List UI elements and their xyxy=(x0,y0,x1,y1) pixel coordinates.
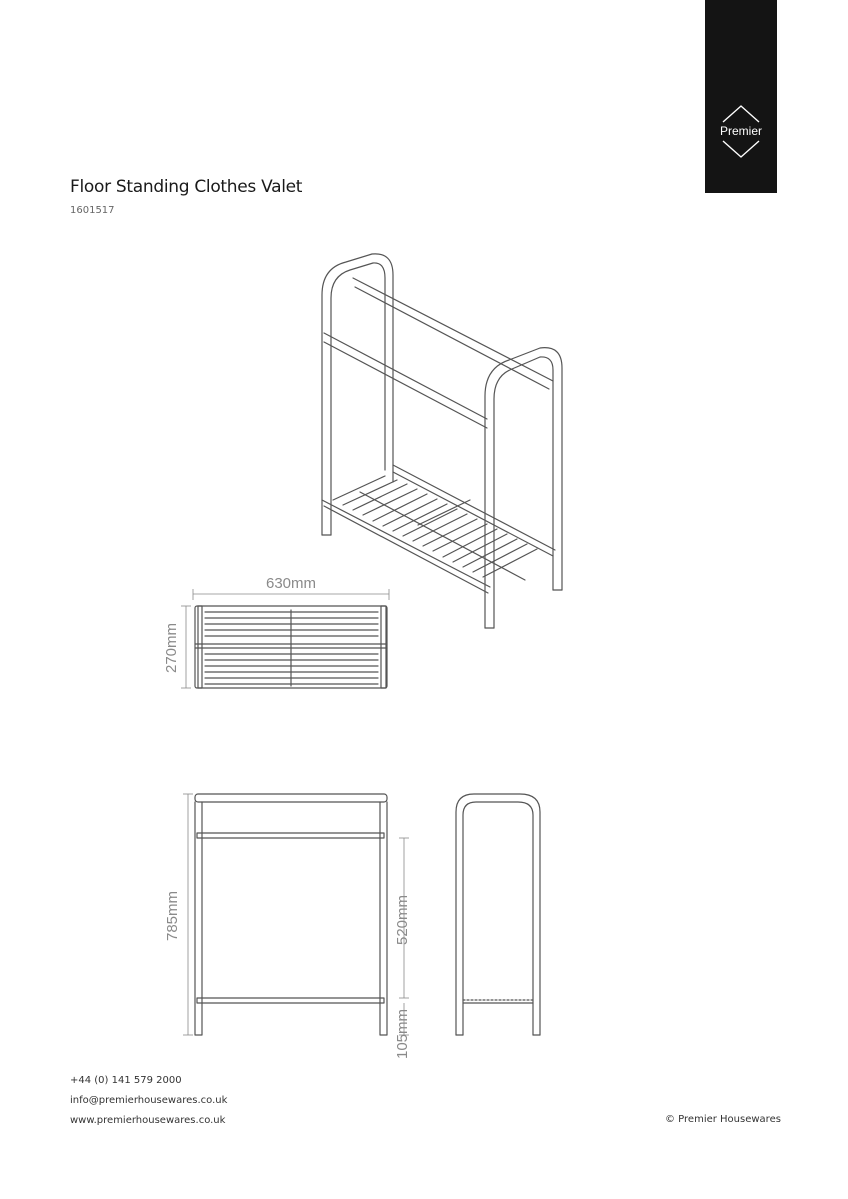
rail-height-dimension: 520mm xyxy=(394,894,411,946)
depth-dimension: 270mm xyxy=(163,622,180,674)
dimension-lines xyxy=(181,589,409,1035)
top-view xyxy=(195,606,387,688)
shelf-height-dimension: 105mm xyxy=(394,1008,411,1060)
page-title: Floor Standing Clothes Valet xyxy=(70,177,303,197)
contact-phone: +44 (0) 141 579 2000 xyxy=(70,1075,182,1086)
height-dimension: 785mm xyxy=(164,890,181,942)
contact-email[interactable]: info@premierhousewares.co.uk xyxy=(70,1095,228,1106)
front-view xyxy=(195,794,387,1035)
side-view xyxy=(456,794,540,1035)
contact-website[interactable]: www.premierhousewares.co.uk xyxy=(70,1115,226,1126)
brand-name: Premier xyxy=(719,124,762,138)
copyright-notice: © Premier Housewares xyxy=(665,1114,781,1125)
width-dimension: 630mm xyxy=(265,575,317,592)
product-code: 1601517 xyxy=(70,205,115,216)
isometric-view xyxy=(322,254,562,628)
